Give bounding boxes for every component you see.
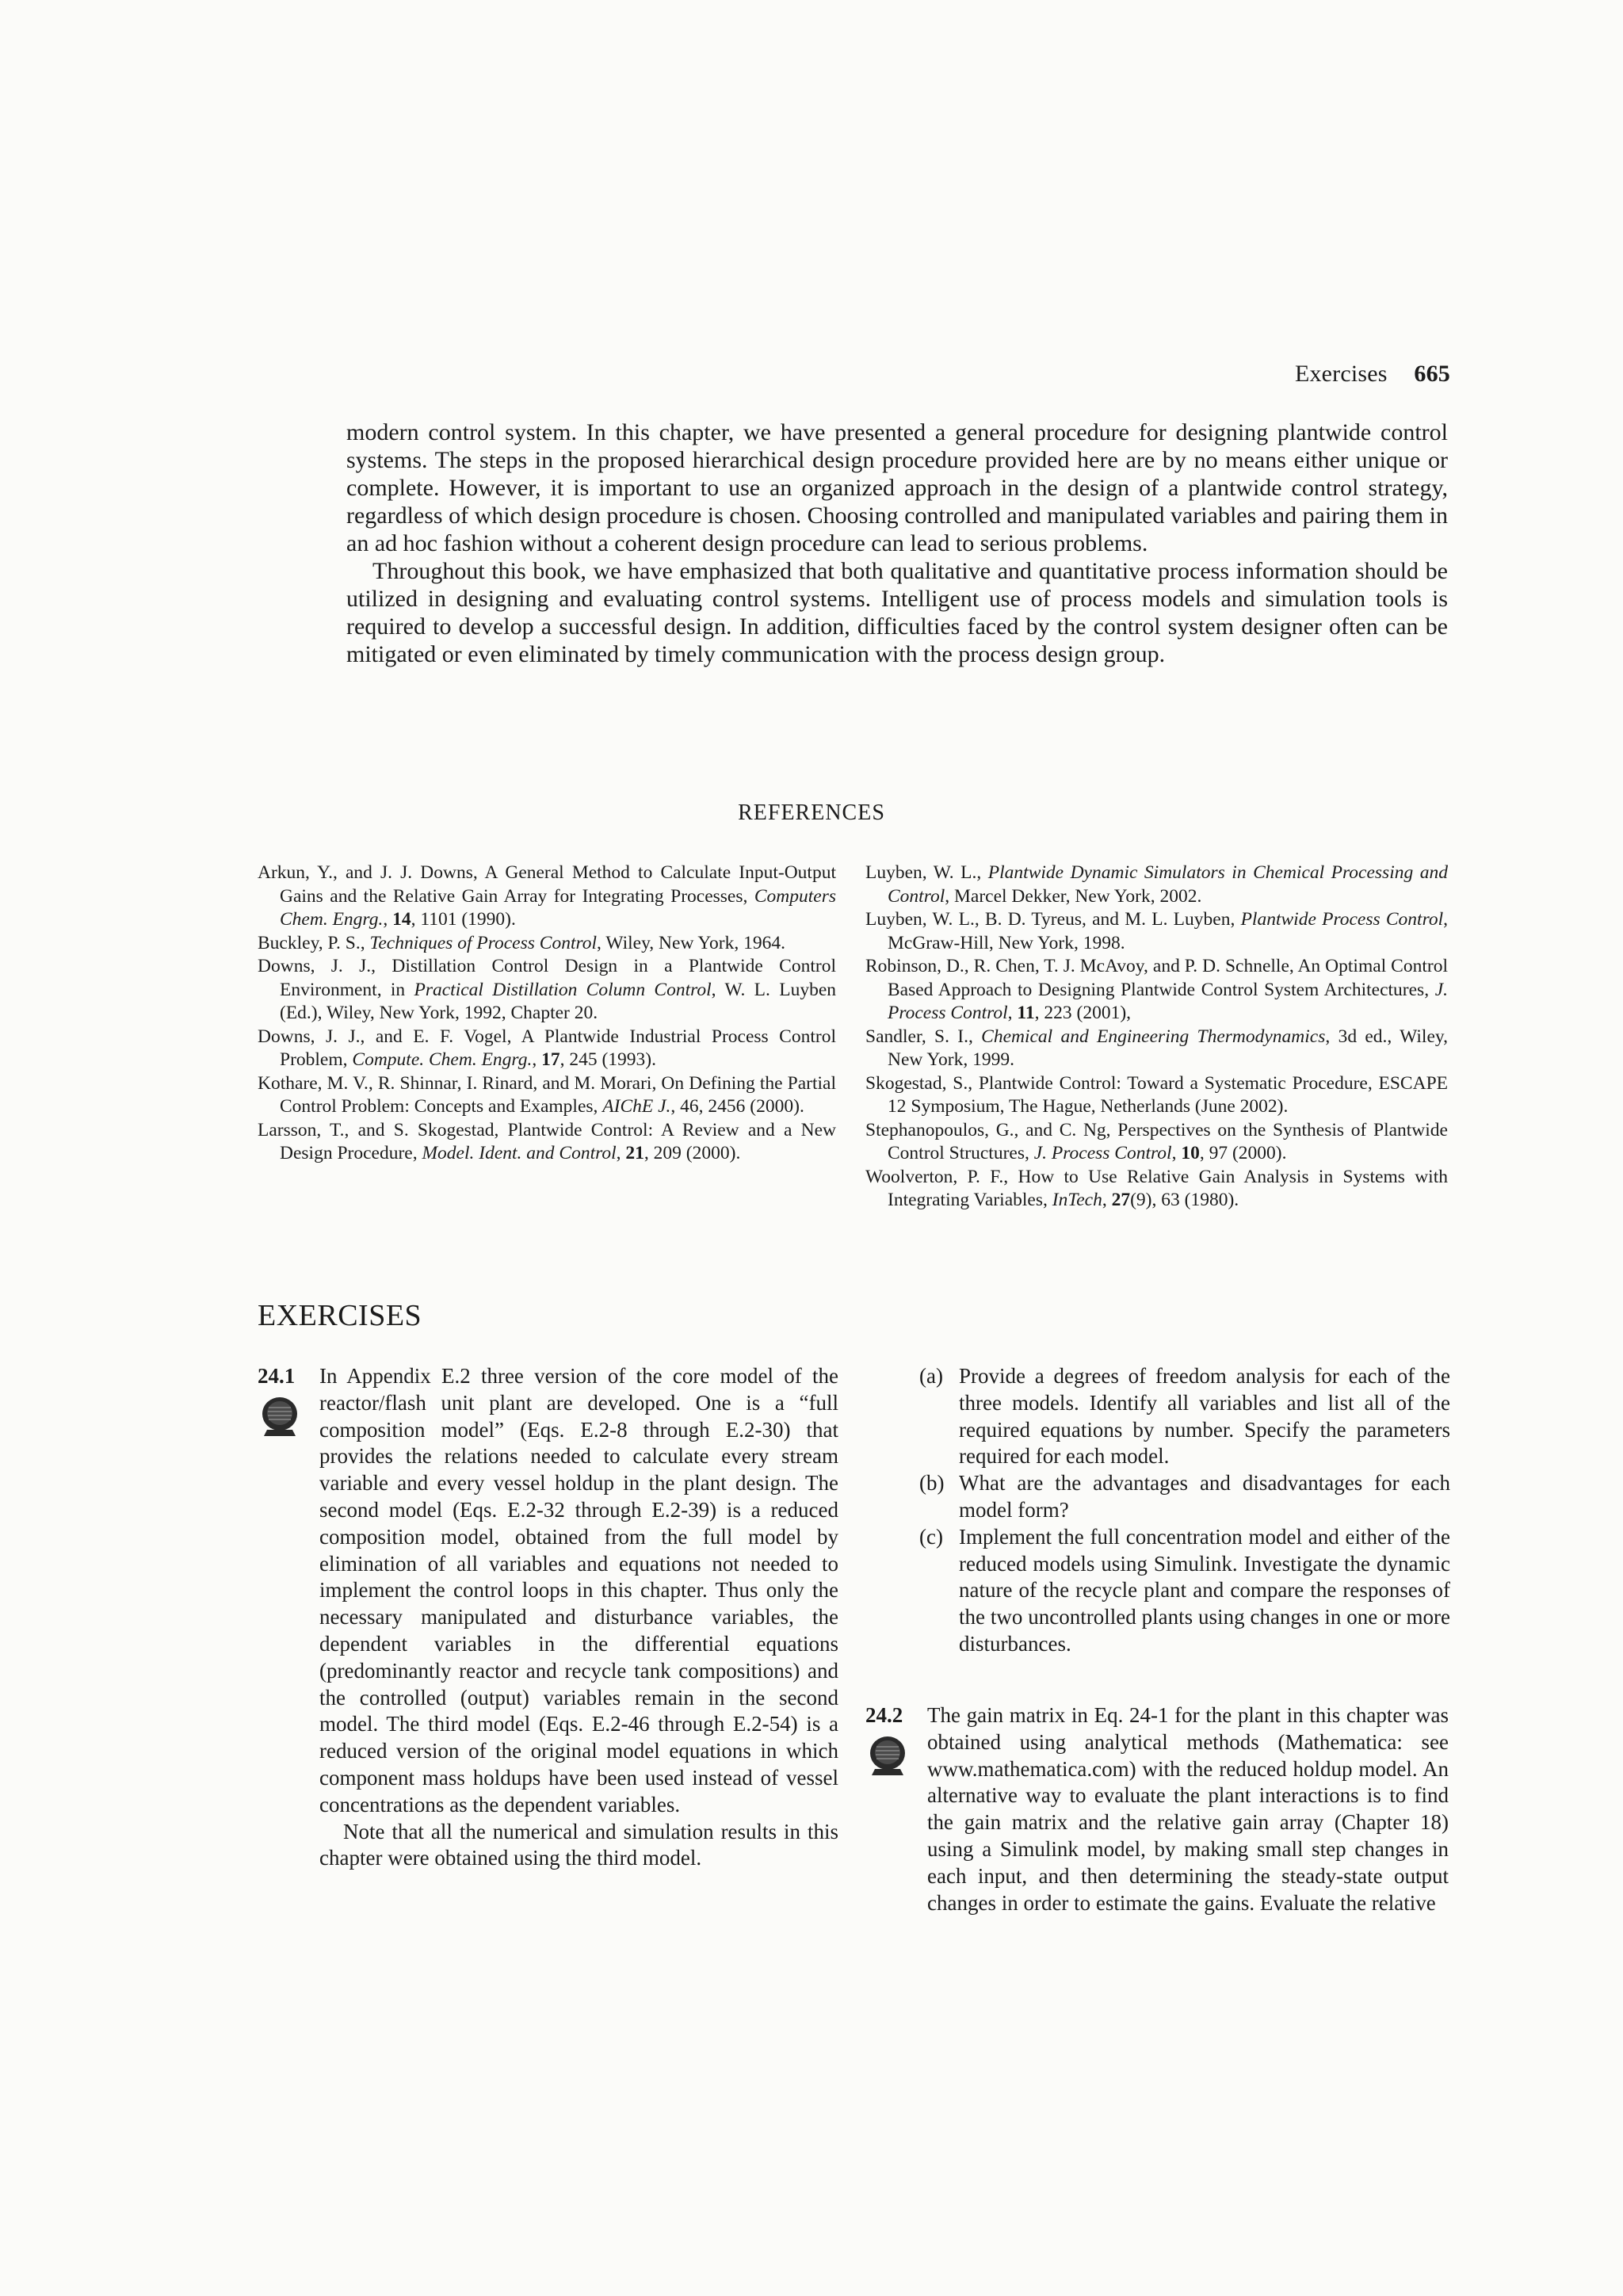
references-right-column: [865, 861, 1448, 1213]
reference-text: , 3d ed., Wiley, New York, 1999.: [888, 1026, 1448, 1070]
exercise-number: 24.1: [258, 1364, 296, 1388]
reference-volume: 21: [625, 1143, 644, 1163]
reference-text: Buckley, P. S.,: [258, 932, 370, 953]
reference-entry: [865, 1119, 1448, 1166]
reference-text: Skogestad, S., Plantwide Control: Toward a Systematic Procedure, ESCAPE 12 Symposium, The Hague, Netherlands (June 2002).: [865, 1072, 1448, 1117]
reference-volume: 10: [1181, 1143, 1200, 1163]
intro-paragraph: Throughout this book, we have emphasized that both qualitative and quantitative process information should be utilized in designing and evaluating control systems. Intelligent use of process models and simulation tools is required to develop a successful design. In addition, difficulties faced by the control system designer often can be mitigated or even eliminated by timely communication with the process design group.: [346, 558, 1448, 667]
exercise-24-1: [258, 1363, 840, 2061]
reference-text: Woolverton, P. F., How to Use Relative Gain Analysis in Systems with Integrating Variables,: [865, 1166, 1448, 1210]
reference-text: Larsson, T., and S. Skogestad, Plantwide Control: A Review and a New Design Procedure,: [258, 1119, 836, 1163]
reference-title: Plantwide Process Control: [1240, 909, 1444, 930]
exercise-text: The gain matrix in Eq. 24-1 for the plant in this chapter was obtained using analytical methods (Mathematica: see www.mathematica.com) with the reduced holdup model. An alternative way to evaluate the plant interactions is to find the gain matrix and the relative gain array (Chapter 18) using a Simulink model, by making small step changes in each input, and then determining the steady-state output changes in order to estimate the gains. Evaluate the relative: [927, 1703, 1449, 1915]
reference-text: ,: [616, 1143, 626, 1163]
reference-text: Downs, J. J., and E. F. Vogel, A Plantwide Industrial Process Control Problem,: [258, 1026, 836, 1070]
reference-entry: [865, 1166, 1448, 1213]
reference-title: Computers Chem. Engrg.: [280, 885, 836, 930]
reference-entry: [865, 1072, 1448, 1119]
reference-text: Stephanopoulos, G., and C. Ng, Perspectives on the Synthesis of Plantwide Control Structures,: [865, 1119, 1448, 1163]
reference-text: , 1101 (1990).: [411, 909, 516, 930]
reference-volume: 27: [1111, 1190, 1131, 1210]
reference-title: Plantwide Dynamic Simulators in Chemical Processing and Control: [888, 862, 1448, 907]
exercise-24-2: [865, 1702, 1450, 1980]
exercise-text: [319, 1363, 838, 1872]
reference-title: AIChE J.: [602, 1096, 671, 1117]
reference-text: , 223 (2001),: [1034, 1003, 1132, 1023]
exercise-24-1-parts: [919, 1363, 1450, 1658]
references-heading: REFERENCES: [738, 800, 885, 825]
reference-text: , 245 (1993).: [559, 1049, 656, 1070]
reference-entry: [258, 1026, 836, 1072]
reference-title: InTech: [1052, 1190, 1102, 1210]
reference-title: J. Process Control: [1033, 1143, 1172, 1163]
exercise-paragraph: Note that all the numerical and simulation results in this chapter were obtained using the third model.: [319, 1819, 838, 1870]
reference-title: J. Process Control: [888, 979, 1448, 1023]
exercise-part: [919, 1363, 1450, 1470]
reference-title: Model. Ident. and Control: [422, 1143, 617, 1163]
exercise-part: [919, 1470, 1450, 1524]
running-head-title: Exercises: [1294, 361, 1388, 387]
reference-text: , 209 (2000).: [643, 1143, 741, 1163]
reference-text: ,: [532, 1049, 542, 1070]
exercise-number: 24.2: [865, 1703, 903, 1727]
reference-text: Luyben, W. L., B. D. Tyreus, and M. L. Luyben,: [865, 909, 1241, 930]
reference-entry: [258, 955, 836, 1026]
page-number: 665: [1414, 361, 1450, 387]
reference-text: Arkun, Y., and J. J. Downs, A General Method to Calculate Input-Output Gains and the Relative Gain Array for Integrating Processes,: [258, 862, 836, 907]
reference-entry: [865, 1026, 1448, 1072]
reference-entry: [865, 955, 1448, 1026]
reference-text: ,: [1102, 1190, 1112, 1210]
reference-volume: 14: [392, 909, 411, 930]
computer-monitor-icon: [869, 1736, 907, 1777]
reference-entry: [258, 1072, 836, 1119]
computer-monitor-icon: [261, 1396, 299, 1438]
reference-text: , McGraw-Hill, New York, 1998.: [888, 909, 1448, 953]
reference-text: Robinson, D., R. Chen, T. J. McAvoy, and P. D. Schnelle, An Optimal Control Based Approach to Designing Plantwide Control System Architectures,: [865, 956, 1448, 1000]
reference-text: Sandler, S. I.,: [865, 1026, 982, 1047]
reference-text: Kothare, M. V., R. Shinnar, I. Rinard, and M. Morari, On Defining the Partial Control Problem: Concepts and Examples,: [258, 1072, 836, 1117]
reference-text: , Marcel Dekker, New York, 2002.: [945, 885, 1202, 907]
reference-volume: 11: [1017, 1003, 1035, 1023]
reference-entry: [865, 861, 1448, 908]
part-text: Provide a degrees of freedom analysis for each of the three models. Identify all variables and list all of the required equations by number. Specify the parameters required for each model.: [959, 1364, 1450, 1469]
reference-text: , 97 (2000).: [1199, 1143, 1287, 1163]
reference-entry: [258, 1119, 836, 1166]
reference-volume: 17: [541, 1049, 560, 1070]
intro-text: [346, 418, 1448, 668]
references-left-column: [258, 861, 836, 1166]
reference-text: , W. L. Luyben (Ed.), Wiley, New York, 1992, Chapter 20.: [280, 979, 836, 1023]
part-text: Implement the full concentration model and either of the reduced models using Simulink. Investigate the dynamic nature of the recycle plant and compare the responses of the two uncontrolled plants using changes in one or more disturbances.: [959, 1524, 1450, 1656]
part-label: (a): [919, 1364, 943, 1388]
reference-text: ,: [1007, 1003, 1018, 1023]
intro-paragraph: modern control system. In this chapter, we have presented a general procedure for designing plantwide control systems. The steps in the proposed hierarchical design procedure provided here are by no means either unique or complete. However, it is important to use an organized approach in the design of a plantwide control strategy, regardless of which design procedure is chosen. Choosing controlled and manipulated variables and pairing them in an ad hoc fashion without a coherent design procedure can lead to serious problems.: [346, 419, 1448, 556]
reference-entry: [865, 908, 1448, 955]
reference-entry: [258, 932, 836, 956]
exercise-part: [919, 1524, 1450, 1658]
reference-title: Practical Distillation Column Control: [414, 979, 712, 1000]
exercises-heading: EXERCISES: [258, 1299, 422, 1332]
reference-title: Techniques of Process Control: [369, 932, 598, 953]
reference-text: ,: [383, 909, 393, 930]
reference-text: , 46, 2456 (2000).: [670, 1096, 804, 1117]
reference-title: Compute. Chem. Engrg.: [352, 1049, 533, 1070]
reference-text: Luyben, W. L.,: [865, 862, 988, 883]
reference-text: (9), 63 (1980).: [1130, 1190, 1239, 1210]
part-label: (c): [919, 1524, 943, 1549]
reference-title: Chemical and Engineering Thermodynamics: [981, 1026, 1326, 1047]
reference-text: ,: [1171, 1143, 1182, 1163]
reference-entry: [258, 861, 836, 932]
exercise-paragraph: In Appendix E.2 three version of the core model of the reactor/flash unit plant are developed. One is a “full composition model” (Eqs. E.2-8 through E.2-30) that provides the relations needed to calculate every stream variable and every vessel holdup in the plant design. The second model (Eqs. E.2-32 through E.2-39) is a reduced composition model, obtained from the full model by elimination of all variables and equations not needed to implement the control loops in this chapter. Thus only the necessary manipulated and disturbance variables, the dependent variables in the differential equations (predominantly reactor and recycle tank compositions) and the controlled (output) variables remain in the second model. The third model (Eqs. E.2-46 through E.2-54) is a reduced version of the original model equations in which component mass holdups have been used instead of vessel concentrations as the dependent variables.: [319, 1364, 838, 1817]
part-label: (b): [919, 1471, 945, 1496]
part-text: What are the advantages and disadvantages for each model form?: [959, 1471, 1450, 1522]
reference-text: , Wiley, New York, 1964.: [597, 932, 786, 953]
running-head: [1252, 361, 1450, 388]
reference-text: Downs, J. J., Distillation Control Design in a Plantwide Control Environment, in: [258, 956, 836, 1000]
